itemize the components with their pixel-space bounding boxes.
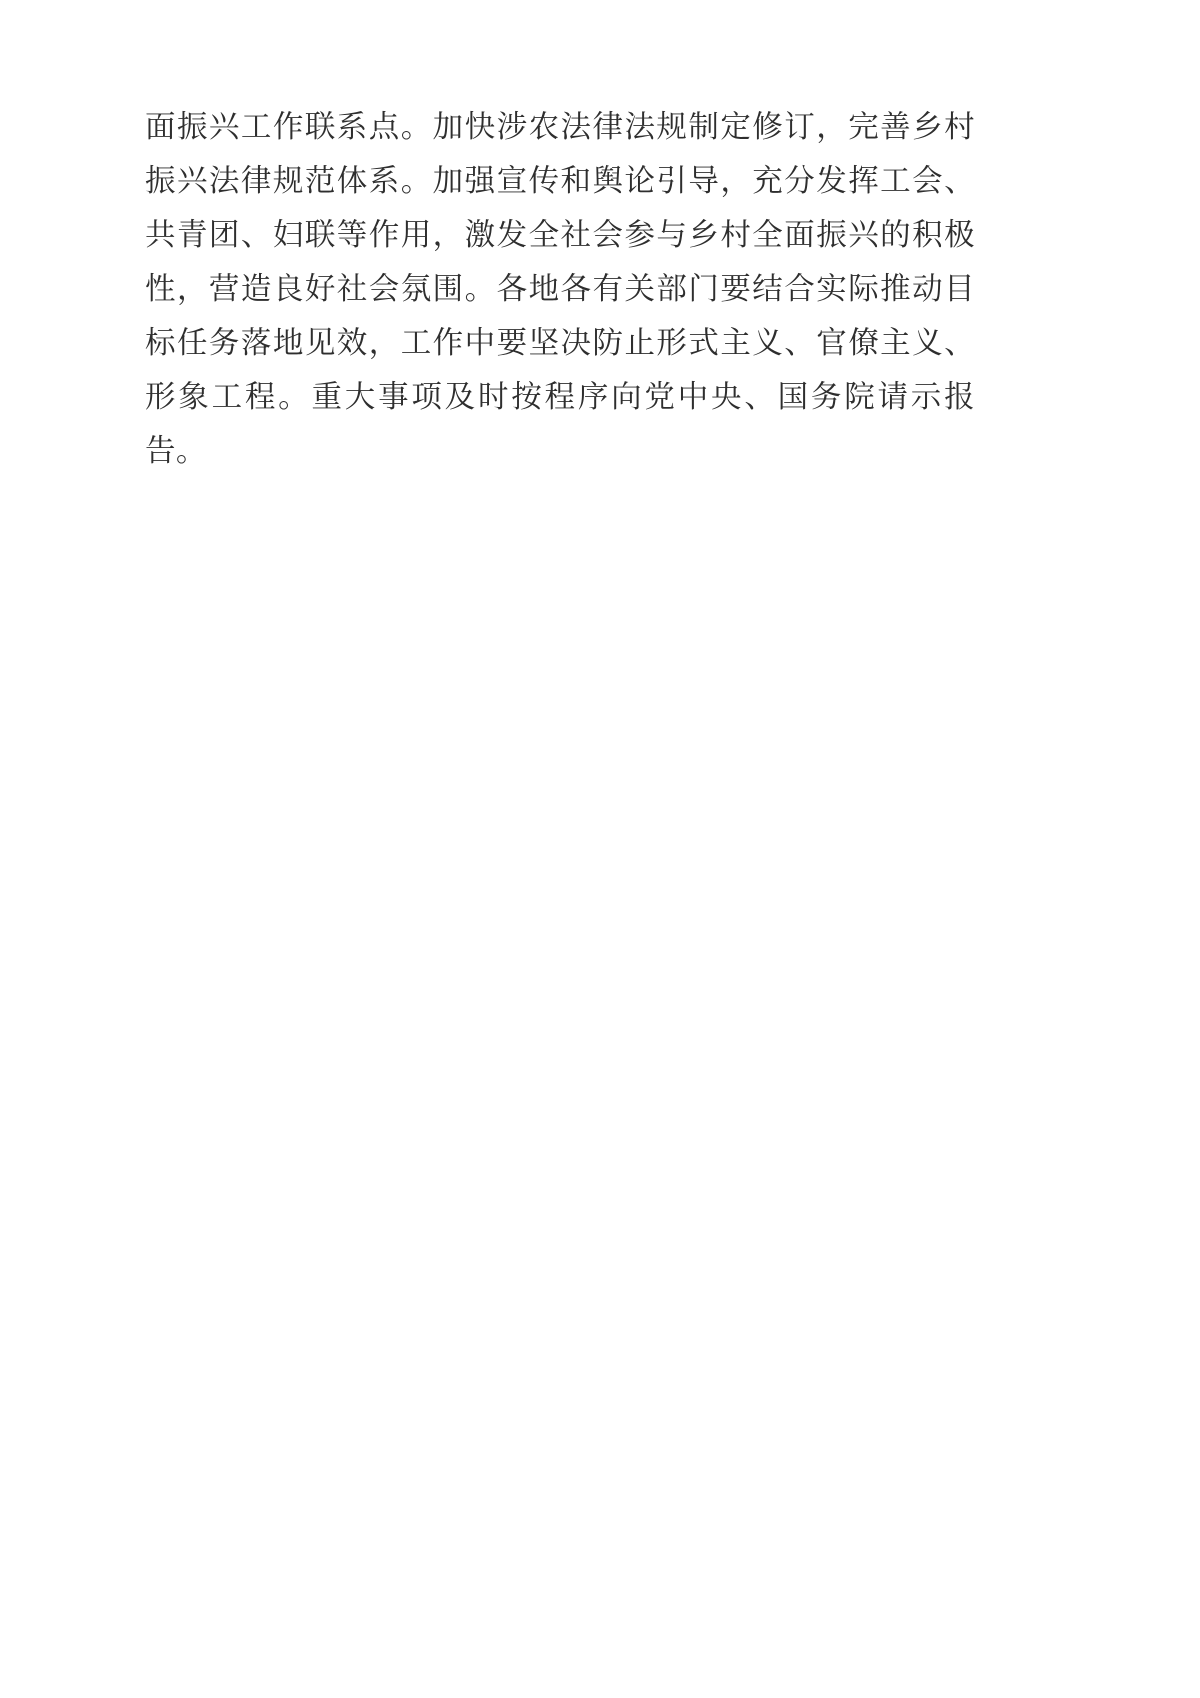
document-body [145,100,975,478]
body-paragraph: 面振兴工作联系点。加快涉农法律法规制定修订，完善乡村振兴法律规范体系。加强宣传和舆论引导，充分发挥工会、共青团、妇联等作用，激发全社会参与乡村全面振兴的积极性，营造良好社会氛围。各地各有关部门要结合实际推动目标任务落地见效，工作中要坚决防止形式主义、官僚主义、形象工程。重大事项及时按程序向党中央、国务院请示报告。 [145,110,975,468]
